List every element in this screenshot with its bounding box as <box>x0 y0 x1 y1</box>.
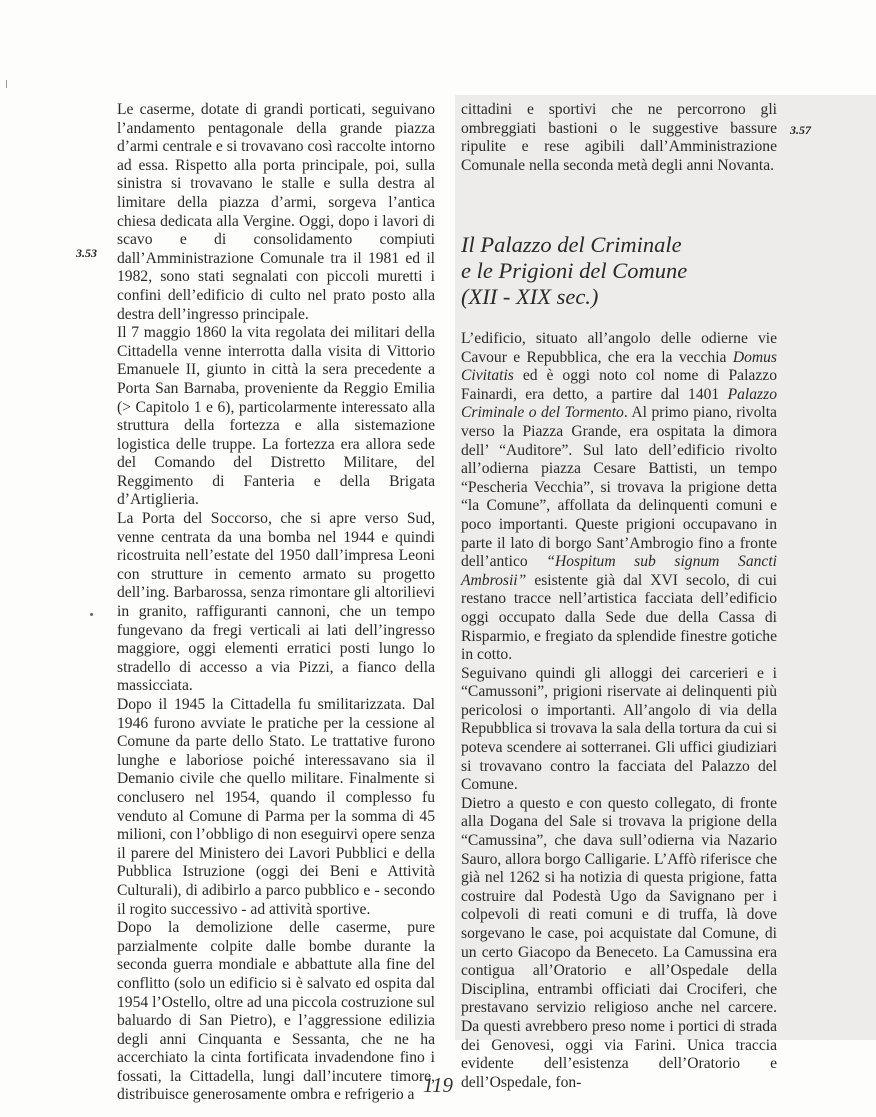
margin-figure-ref-left: 3.53 <box>76 246 97 260</box>
left-paragraph-5: Dopo la demolizione delle caserme, pure parzialmente colpite dalle bombe durante la seconda guerra mondiale e abbattute alla fine del conflitto (solo un edificio si è salvato ed ospita dal 1954 l’Ostello, oltre ad una piccola costruzione sul baluardo di San Pietro), e l’aggressione edilizia degli anni Cinquanta e Sessanta, che ne ha accerchiato la cinta fortificata invadendone fino i fossati, la Cittadella, lungi dall’incutere timore, distribuisce generosamente ombra e refrigerio a <box>117 919 435 1104</box>
margin-dot <box>90 613 93 616</box>
p1-italic-domus: Domus Civitatis <box>461 348 777 385</box>
right-top-paragraph: cittadini e sportivi che ne percorrono gli ombreggiati bastioni o le suggestive bassure ripulite e rese agibili dall’Amministrazione Comunale nella seconda metà degli anni Novanta. <box>461 101 777 174</box>
left-paragraph-2: Il 7 maggio 1860 la vita regolata dei militari della Cittadella venne interrotta dalla visita di Vittorio Emanuele II, giunto in città la sera precedente a Porta San Barnaba, proveniente da Reggio Emilia (> Capitolo 1 e 6), particolarmente interessato alla struttura della fortezza e alla sistemazione logistica delle truppe. La fortezza era allora sede del Comando del Distretto Militare, del Reggimento di Fanteria e della Brigata d’Artiglieria. <box>117 324 435 509</box>
heading-line-3: (XII - XIX sec.) <box>461 284 599 309</box>
left-paragraph-1: Le caserme, dotate di grandi porticati, seguivano l’andamento pentagonale della grande piazza d’armi centrale e si trovavano così raccolte intorno ad essa. Rispetto alla porta principale, poi, sulla sinistra si trovavano le stalle e sulla destra al limitare della piazza d’armi, sorgeva l’antica chiesa dedicata alla Vergine. Oggi, dopo i lavori di scavo e di consolidamento compiuti dall’Amministrazione Comunale tra il 1981 ed il 1982, sono stati segnalati con piccoli muretti i confini dell’edificio di culto nel prato posto alla destra dell’ingresso principale. <box>117 101 435 323</box>
right-paragraph-2: Seguivano quindi gli alloggi dei carcerieri e i “Camussoni”, prigioni riservate ai delinquenti più pericolosi o importanti. All’angolo di via della Repubblica si trovava la sala della tortura da cui si poteva scendere ai sotterranei. Gli uffici giudiziari si trovavano contro la facciata del Palazzo del Comune. <box>461 664 777 794</box>
p1-text-e: . Al primo piano, rivolta verso la Piazza Grande, era ospitata la dimora dell’ “Auditore”. Sul lato dell’edificio rivolto all’odierna piazza Cesare Battisti, un tempo “Pescheria Vecchia”, si trovava la prigione detta “la Comune”, affollata da delinquenti comuni e poco importanti. Queste prigioni occupavano in parte il lato di borgo Sant’Ambrogio fino a fronte dell’antico <box>461 404 777 571</box>
page-number: 119 <box>423 1073 453 1097</box>
right-top-text <box>461 101 777 175</box>
heading-line-1: Il Palazzo del Criminale <box>461 232 682 257</box>
margin-figure-ref-right: 3.57 <box>790 123 811 137</box>
p1-text-g: esistente già dal XVI secolo, di cui restano tracce nell’artistica facciata dell’edificio oggi occupato dalla Sede due della Cassa di Risparmio, e fregiato da splendide finestre gotiche in cotto. <box>461 571 777 664</box>
section-heading <box>461 232 781 310</box>
p1-italic-hospitum: “Hospitum sub signum Sancti Ambrosii” <box>461 553 777 589</box>
p1-text-c: ed è oggi noto col nome di Palazzo Fainardi, era detto, a partire dal 1401 <box>461 367 777 403</box>
heading-line-2: e le Prigioni del Comune <box>461 258 688 283</box>
left-paragraph-3: La Porta del Soccorso, che si apre verso Sud, venne centrata da una bomba nel 1944 e quindi ricostruita nell’estate del 1950 dall’impresa Leoni con strutture in cemento armato su progetto dell’ing. Barbarossa, senza rimontare gli altorilievi in granito, raffiguranti cannoni, che un tempo fungevano da fregi verticali ai lati dell’ingresso maggiore, oggi elementi erratici posti lungo lo stradello di accesso a via Pizzi, a fianco della massicciata. <box>117 510 435 695</box>
left-text-column <box>117 101 435 1105</box>
right-paragraph-1 <box>461 330 777 665</box>
p1-italic-palazzo: Palazzo Criminale o del Tormento <box>461 385 777 422</box>
right-text-column <box>461 330 777 1092</box>
p1-text-a: L’edificio, situato all’angolo delle odierne vie Cavour e Repubblica, che era la vecchia <box>461 330 777 366</box>
right-paragraph-3: Dietro a questo e con questo collegato, di fronte alla Dogana del Sale si trovava la prigione della “Camussina”, che dava sull’odierna via Nazario Sauro, allora borgo Calligarie. L’Affò riferisce che già nel 1262 si ha notizia di questa prigione, fatta costruire dal Podestà Ugo da Savignano per i colpevoli di reati comuni e di truffa, là dove sorgevano le case, poi acquistate dal Comune, di un certo Giacopo da Beneceto. La Camussina era contigua all’Oratorio e all’Ospedale della Disciplina, entrambi officiati dai Crociferi, che prestavano servizio religioso anche nel carcere. Da questi avrebbero preso nome i portici di strada dei Genovesi, oggi via Farini. Unica traccia evidente dell’esistenza dell’Oratorio e dell’Ospedale, fon- <box>461 794 777 1091</box>
scan-mark <box>6 80 7 88</box>
left-paragraph-4: Dopo il 1945 la Cittadella fu smilitarizzata. Dal 1946 furono avviate le pratiche per la cessione al Comune da parte dello Stato. Le trattative furono lunghe e laboriose poiché interessavano sia il Demanio civile che quello militare. Finalmente si conclusero nel 1954, quando il complesso fu venduto al Comune di Parma per la somma di 45 milioni, con l’obbligo di non eseguirvi opere senza il parere del Ministero dei Lavori Pubblici e della Pubblica Istruzione (oggi dei Beni e Attività Culturali), di adibirlo a parco pubblico e - secondo il rogito successivo - ad attività sportive. <box>117 696 435 918</box>
